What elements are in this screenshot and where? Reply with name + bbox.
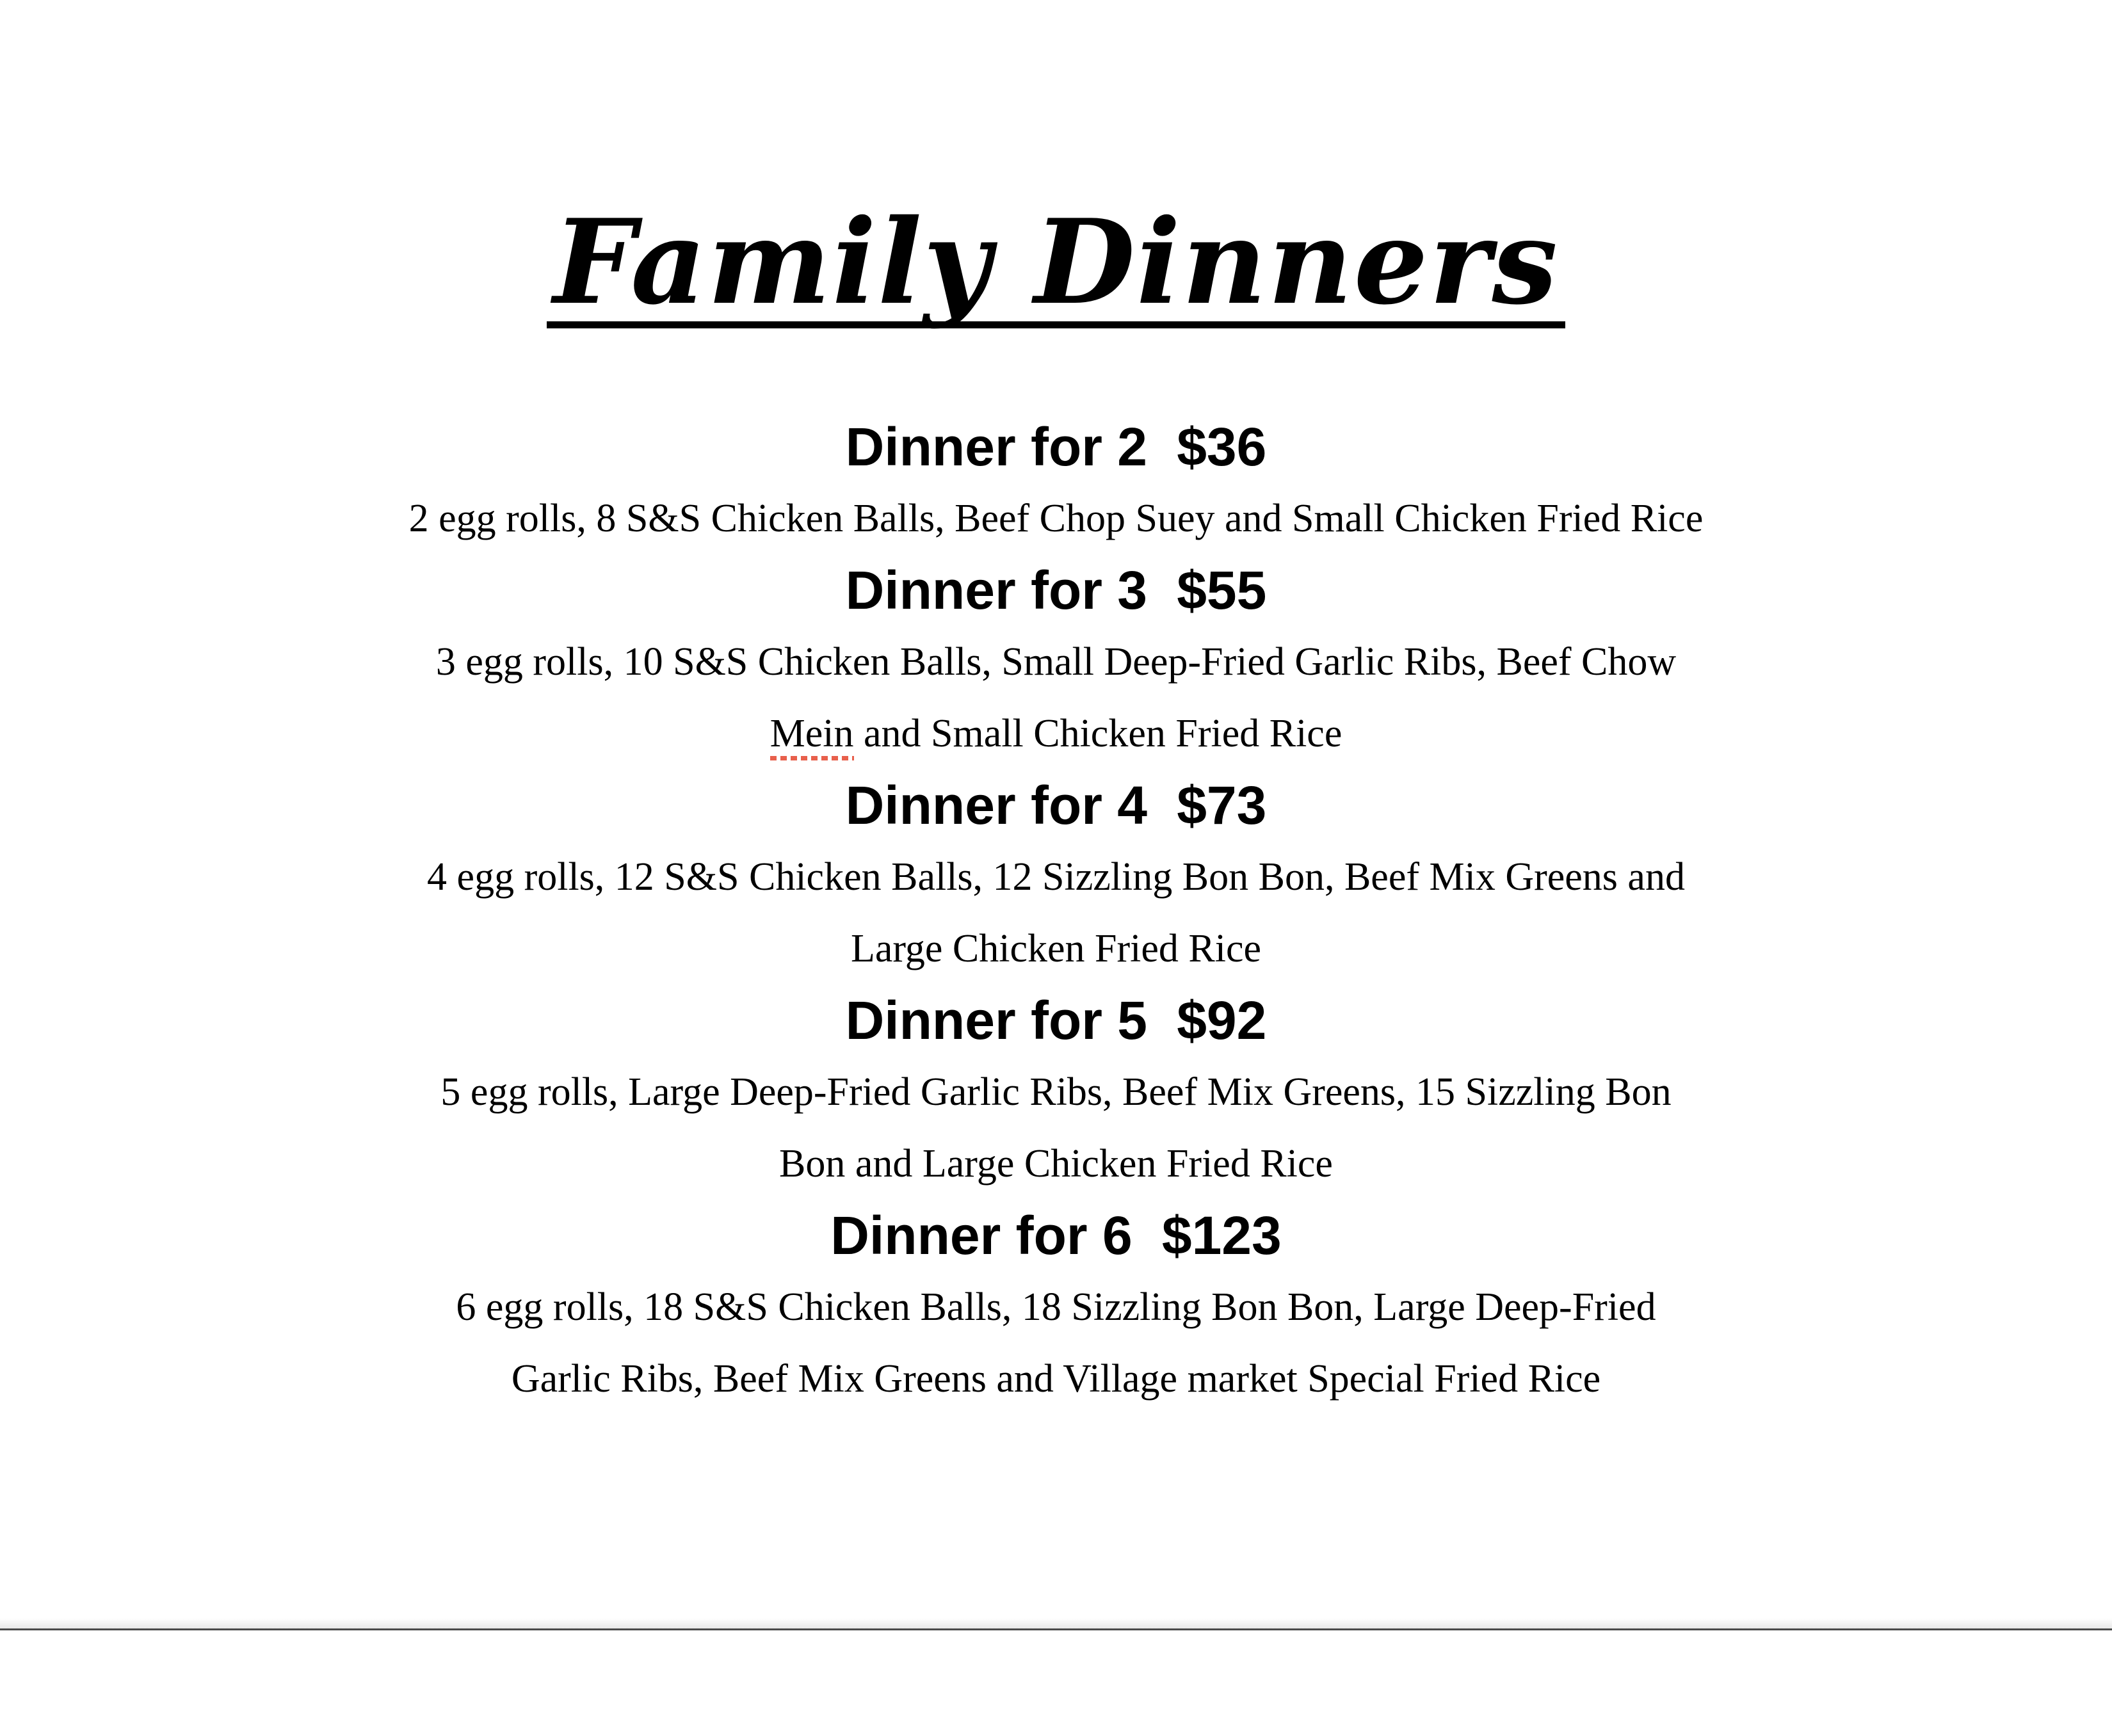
dinner-heading: [166, 769, 1946, 841]
page-break-line: [0, 1618, 2112, 1630]
dinner-heading: [166, 411, 1946, 483]
misspelled-word: Mein: [770, 712, 854, 760]
dinner-section: [166, 1200, 1946, 1415]
dinner-name: Dinner for 4: [845, 775, 1148, 835]
dinner-price: $73: [1177, 775, 1267, 835]
dinner-description-line: [166, 841, 1946, 913]
dinner-description-line: [166, 626, 1946, 698]
dinner-name: Dinner for 6: [830, 1205, 1133, 1266]
description-text: 4 egg rolls, 12 S&S Chicken Balls, 12 Sizzling Bon Bon, Beef Mix Greens and: [427, 855, 1685, 899]
description-text: 3 egg rolls, 10 S&S Chicken Balls, Small Deep-Fried Garlic Ribs, Beef Chow: [435, 640, 1677, 684]
description-text: Large Chicken Fried Rice: [850, 927, 1262, 970]
dinner-heading: [166, 1200, 1946, 1271]
dinner-price: $92: [1177, 990, 1267, 1050]
description-text: and Small Chicken Fried Rice: [853, 712, 1342, 755]
dinner-section: [166, 554, 1946, 769]
dinner-description-line: [166, 913, 1946, 985]
description-text: 5 egg rolls, Large Deep-Fried Garlic Ribs, Beef Mix Greens, 15 Sizzling Bon: [440, 1070, 1672, 1114]
description-text: Bon and Large Chicken Fried Rice: [779, 1142, 1333, 1185]
dinner-heading: [166, 985, 1946, 1056]
dinner-description-line: [166, 1271, 1946, 1343]
dinner-section: [166, 411, 1946, 554]
dinner-name: Dinner for 3: [845, 560, 1148, 620]
dinner-price: $55: [1177, 560, 1267, 620]
page-title: Family Dinners: [547, 204, 1565, 328]
description-text: 2 egg rolls, 8 S&S Chicken Balls, Beef Chop Suey and Small Chicken Fried Rice: [408, 497, 1704, 540]
dinner-price: $36: [1177, 417, 1267, 477]
description-text: 6 egg rolls, 18 S&S Chicken Balls, 18 Sizzling Bon Bon, Large Deep-Fried: [456, 1285, 1656, 1329]
dinner-heading: [166, 554, 1946, 626]
description-text: Garlic Ribs, Beef Mix Greens and Village market Special Fried Rice: [511, 1357, 1601, 1401]
dinner-description-line: [166, 698, 1946, 769]
dinner-description-line: [166, 1128, 1946, 1200]
dinner-name: Dinner for 2: [845, 417, 1148, 477]
dinner-description-line: [166, 1056, 1946, 1128]
dinner-section: [166, 769, 1946, 985]
dinner-name: Dinner for 5: [845, 990, 1148, 1050]
dinner-description-line: [166, 483, 1946, 554]
dinner-description-line: [166, 1343, 1946, 1415]
dinner-section: [166, 985, 1946, 1200]
family-dinners-list: [166, 411, 1946, 1415]
dinner-price: $123: [1161, 1205, 1282, 1266]
title-row: [0, 0, 2112, 328]
